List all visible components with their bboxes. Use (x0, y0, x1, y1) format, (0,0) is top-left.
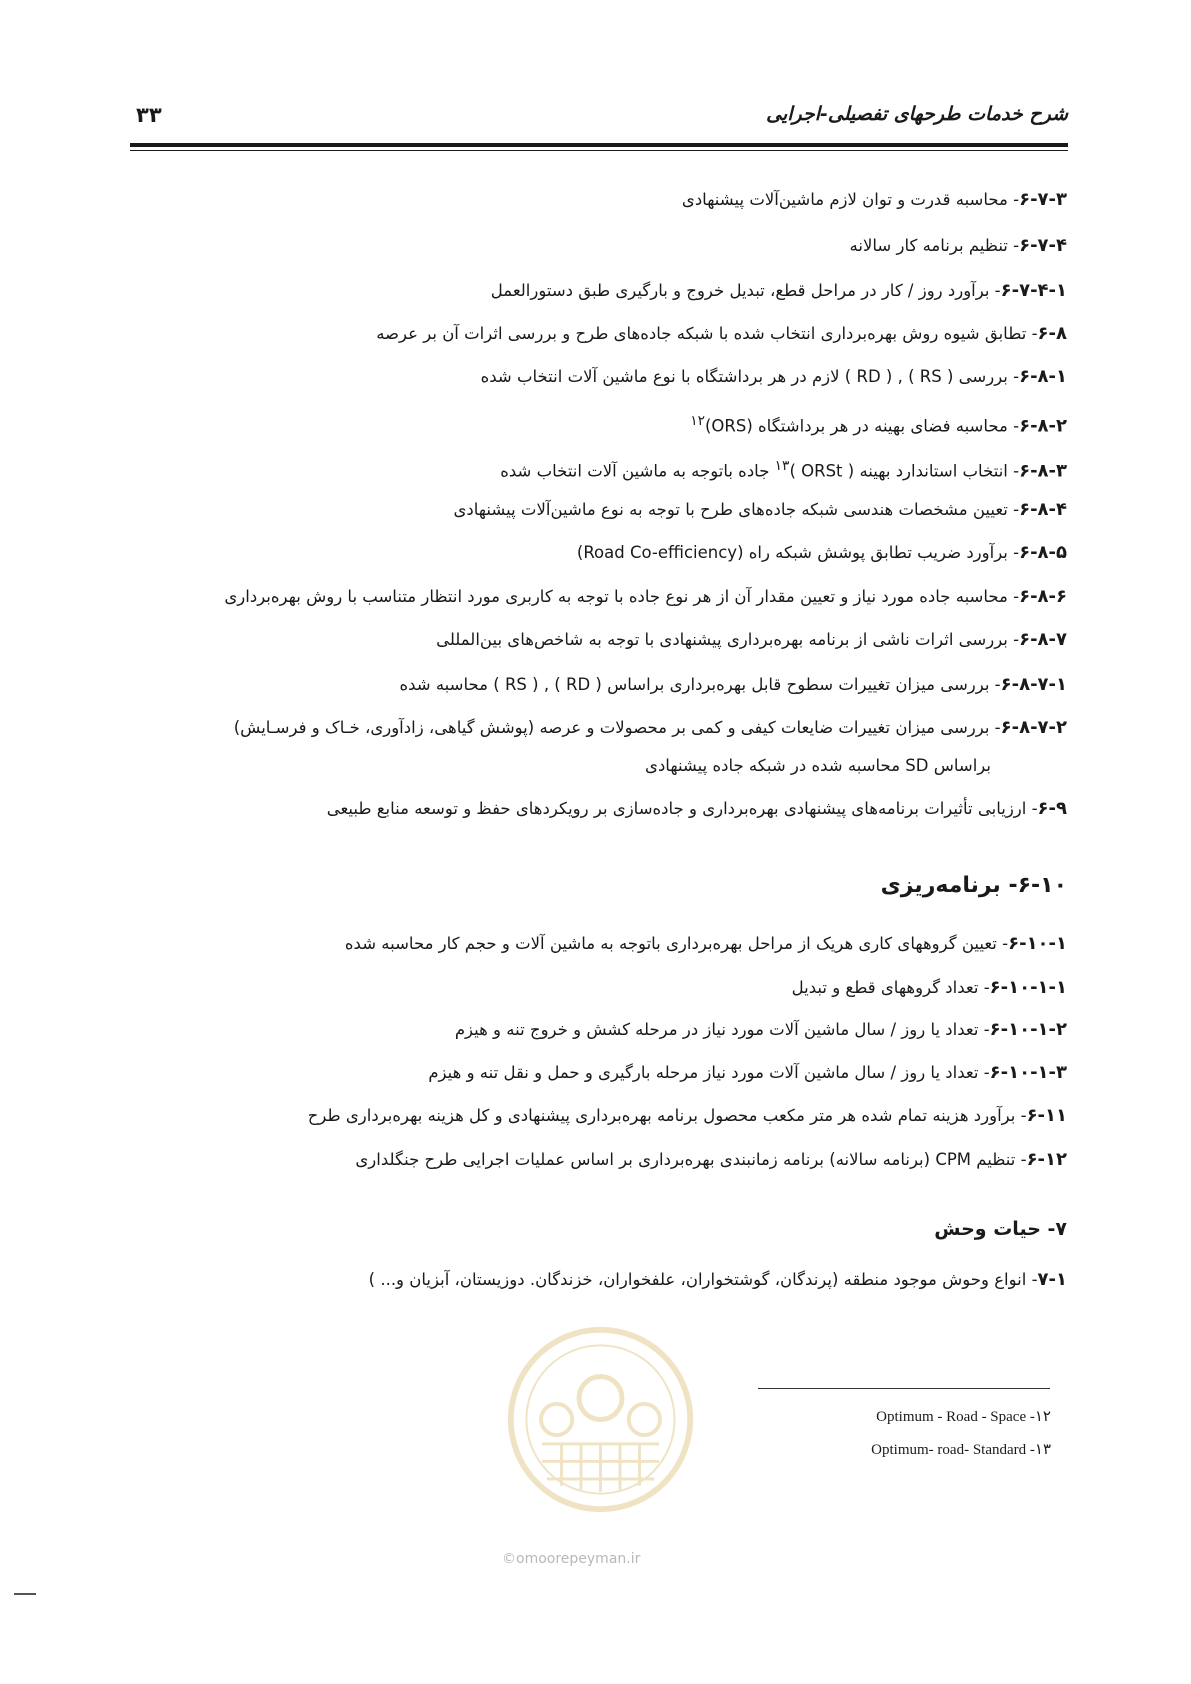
list-item: ۶-۸-۳- انتخاب استاندارد بهینه ( ORSt )$^{۱۳}$ جاده باتوجه به ماشین آلات انتخاب شده (500, 458, 1067, 482)
page-number: ۳۳ (136, 103, 162, 127)
list-item: ۶-۸-۵- برآورد ضریب تطابق پوشش شبکه راه (Road Co-efficiency) (576, 542, 1067, 563)
list-item: ۶-۱۰-۱-۳- تعداد یا روز / سال ماشین آلات مورد نیاز مرحله بارگیری و حمل و نقل تنه و هیزم (428, 1062, 1067, 1083)
list-item: ۶-۸- تطابق شیوه روش بهره‌برداری انتخاب شده با شبکه جاده‌های طرح و بررسی اثرات آن بر عرصه (376, 323, 1067, 344)
list-item: ۶-۱۱- برآورد هزینه تمام شده هر متر مکعب محصول برنامه بهره‌برداری پیشنهادی و کل هزینه بهره‌برداری طرح (307, 1105, 1067, 1126)
list-item: ۶-۸-۷-۱- بررسی میزان تغییرات سطوح قابل بهره‌برداری براساس ( RD ) , ( RS ) محاسبه شده (399, 674, 1067, 695)
header-rule-thick (130, 143, 1068, 147)
watermark-seal-icon (503, 1322, 698, 1517)
list-item: ۶-۸-۱- بررسی ( RS ) , ( RD ) لازم در هر برداشتگاه با نوع ماشین آلات انتخاب شده (480, 366, 1067, 387)
footnote-ref: ۱۳ (774, 458, 790, 474)
header-rule-thin (130, 150, 1068, 151)
list-item: ۶-۸-۲- محاسبه فضای بهینه در هر برداشتگاه (ORS)$^{۱۲}$ (690, 413, 1067, 437)
section-heading-7: ۷- حیات وحش (934, 1218, 1067, 1240)
list-item: ۶-۱۰-۱-۱- تعداد گروههای قطع و تبدیل (791, 977, 1067, 998)
list-item: ۶-۸-۷- بررسی اثرات ناشی از برنامه بهره‌برداری پیشنهادی با توجه به شاخص‌های بین‌المللی (436, 629, 1067, 650)
footnote-ref: ۱۲ (690, 413, 705, 429)
list-item: ۶-۸-۶- محاسبه جاده مورد نیاز و تعیین مقدار آن از هر نوع جاده با توجه به کاربری مورد انتظار متناسب با روش بهره‌برداری (224, 586, 1067, 607)
list-item: ۶-۷-۳- محاسبه قدرت و توان لازم ماشین‌آلات پیشنهادی (681, 189, 1067, 210)
list-item: ۶-۱۲- تنظیم CPM (برنامه سالانه) برنامه زمانبندی بهره‌برداری بر اساس عملیات اجرایی طرح جنگلداری (355, 1149, 1067, 1170)
list-item: ۶-۱۰-۱-۲- تعداد یا روز / سال ماشین آلات مورد نیاز در مرحله کشش و خروج تنه و هیزم (454, 1019, 1067, 1040)
footnote-13: Optimum- road- Standard -۱۳ (871, 1442, 1051, 1458)
page-edge-mark (14, 1593, 36, 1595)
header-title: شرح خدمات طرحهای تفصیلی-اجرایی (766, 103, 1068, 125)
list-item: ۶-۱۰-۱- تعیین گروههای کاری هریک از مراحل بهره‌برداری باتوجه به ماشین آلات و حجم کار محاسبه شده (344, 933, 1067, 954)
watermark-site-text: ©omoorepeyman.ir (502, 1551, 641, 1567)
list-item: ۶-۸-۴- تعیین مشخصات هندسی شبکه جاده‌های طرح با توجه به نوع ماشین‌آلات پیشنهادی (453, 499, 1067, 520)
list-item: ۶-۹- ارزیابی تأثیرات برنامه‌های پیشنهادی بهره‌برداری و جاده‌سازی بر رویکردهای حفظ و توسعه منابع طبیعی (326, 798, 1067, 819)
list-item-continuation: براساس SD محاسبه شده در شبکه جاده پیشنهادی (645, 756, 991, 775)
list-item: ۶-۷-۴-۱- برآورد روز / کار در مراحل قطع، تبدیل خروج و بارگیری طبق دستورالعمل (490, 280, 1067, 301)
list-item: ۶-۷-۴- تنظیم برنامه کار سالانه (849, 235, 1067, 256)
footnote-12: Optimum - Road - Space -۱۲ (876, 1409, 1051, 1425)
list-item: ۶-۸-۷-۲- بررسی میزان تغییرات ضایعات کیفی و کمی بر محصولات و عرصه (پوشش گیاهی، زادآوری، خـاک و فرسـایش) (233, 717, 1067, 738)
list-item: ۷-۱- انواع وحوش موجود منطقه (پرندگان، گوشتخواران، علفخواران، خزندگان. دوزیستان، آبزیان و... ) (368, 1269, 1067, 1290)
section-heading-6-10: ۶-۱۰- برنامه‌ریزی (880, 873, 1067, 898)
footnote-rule (758, 1388, 1050, 1389)
copyright-icon: © (502, 1551, 516, 1567)
